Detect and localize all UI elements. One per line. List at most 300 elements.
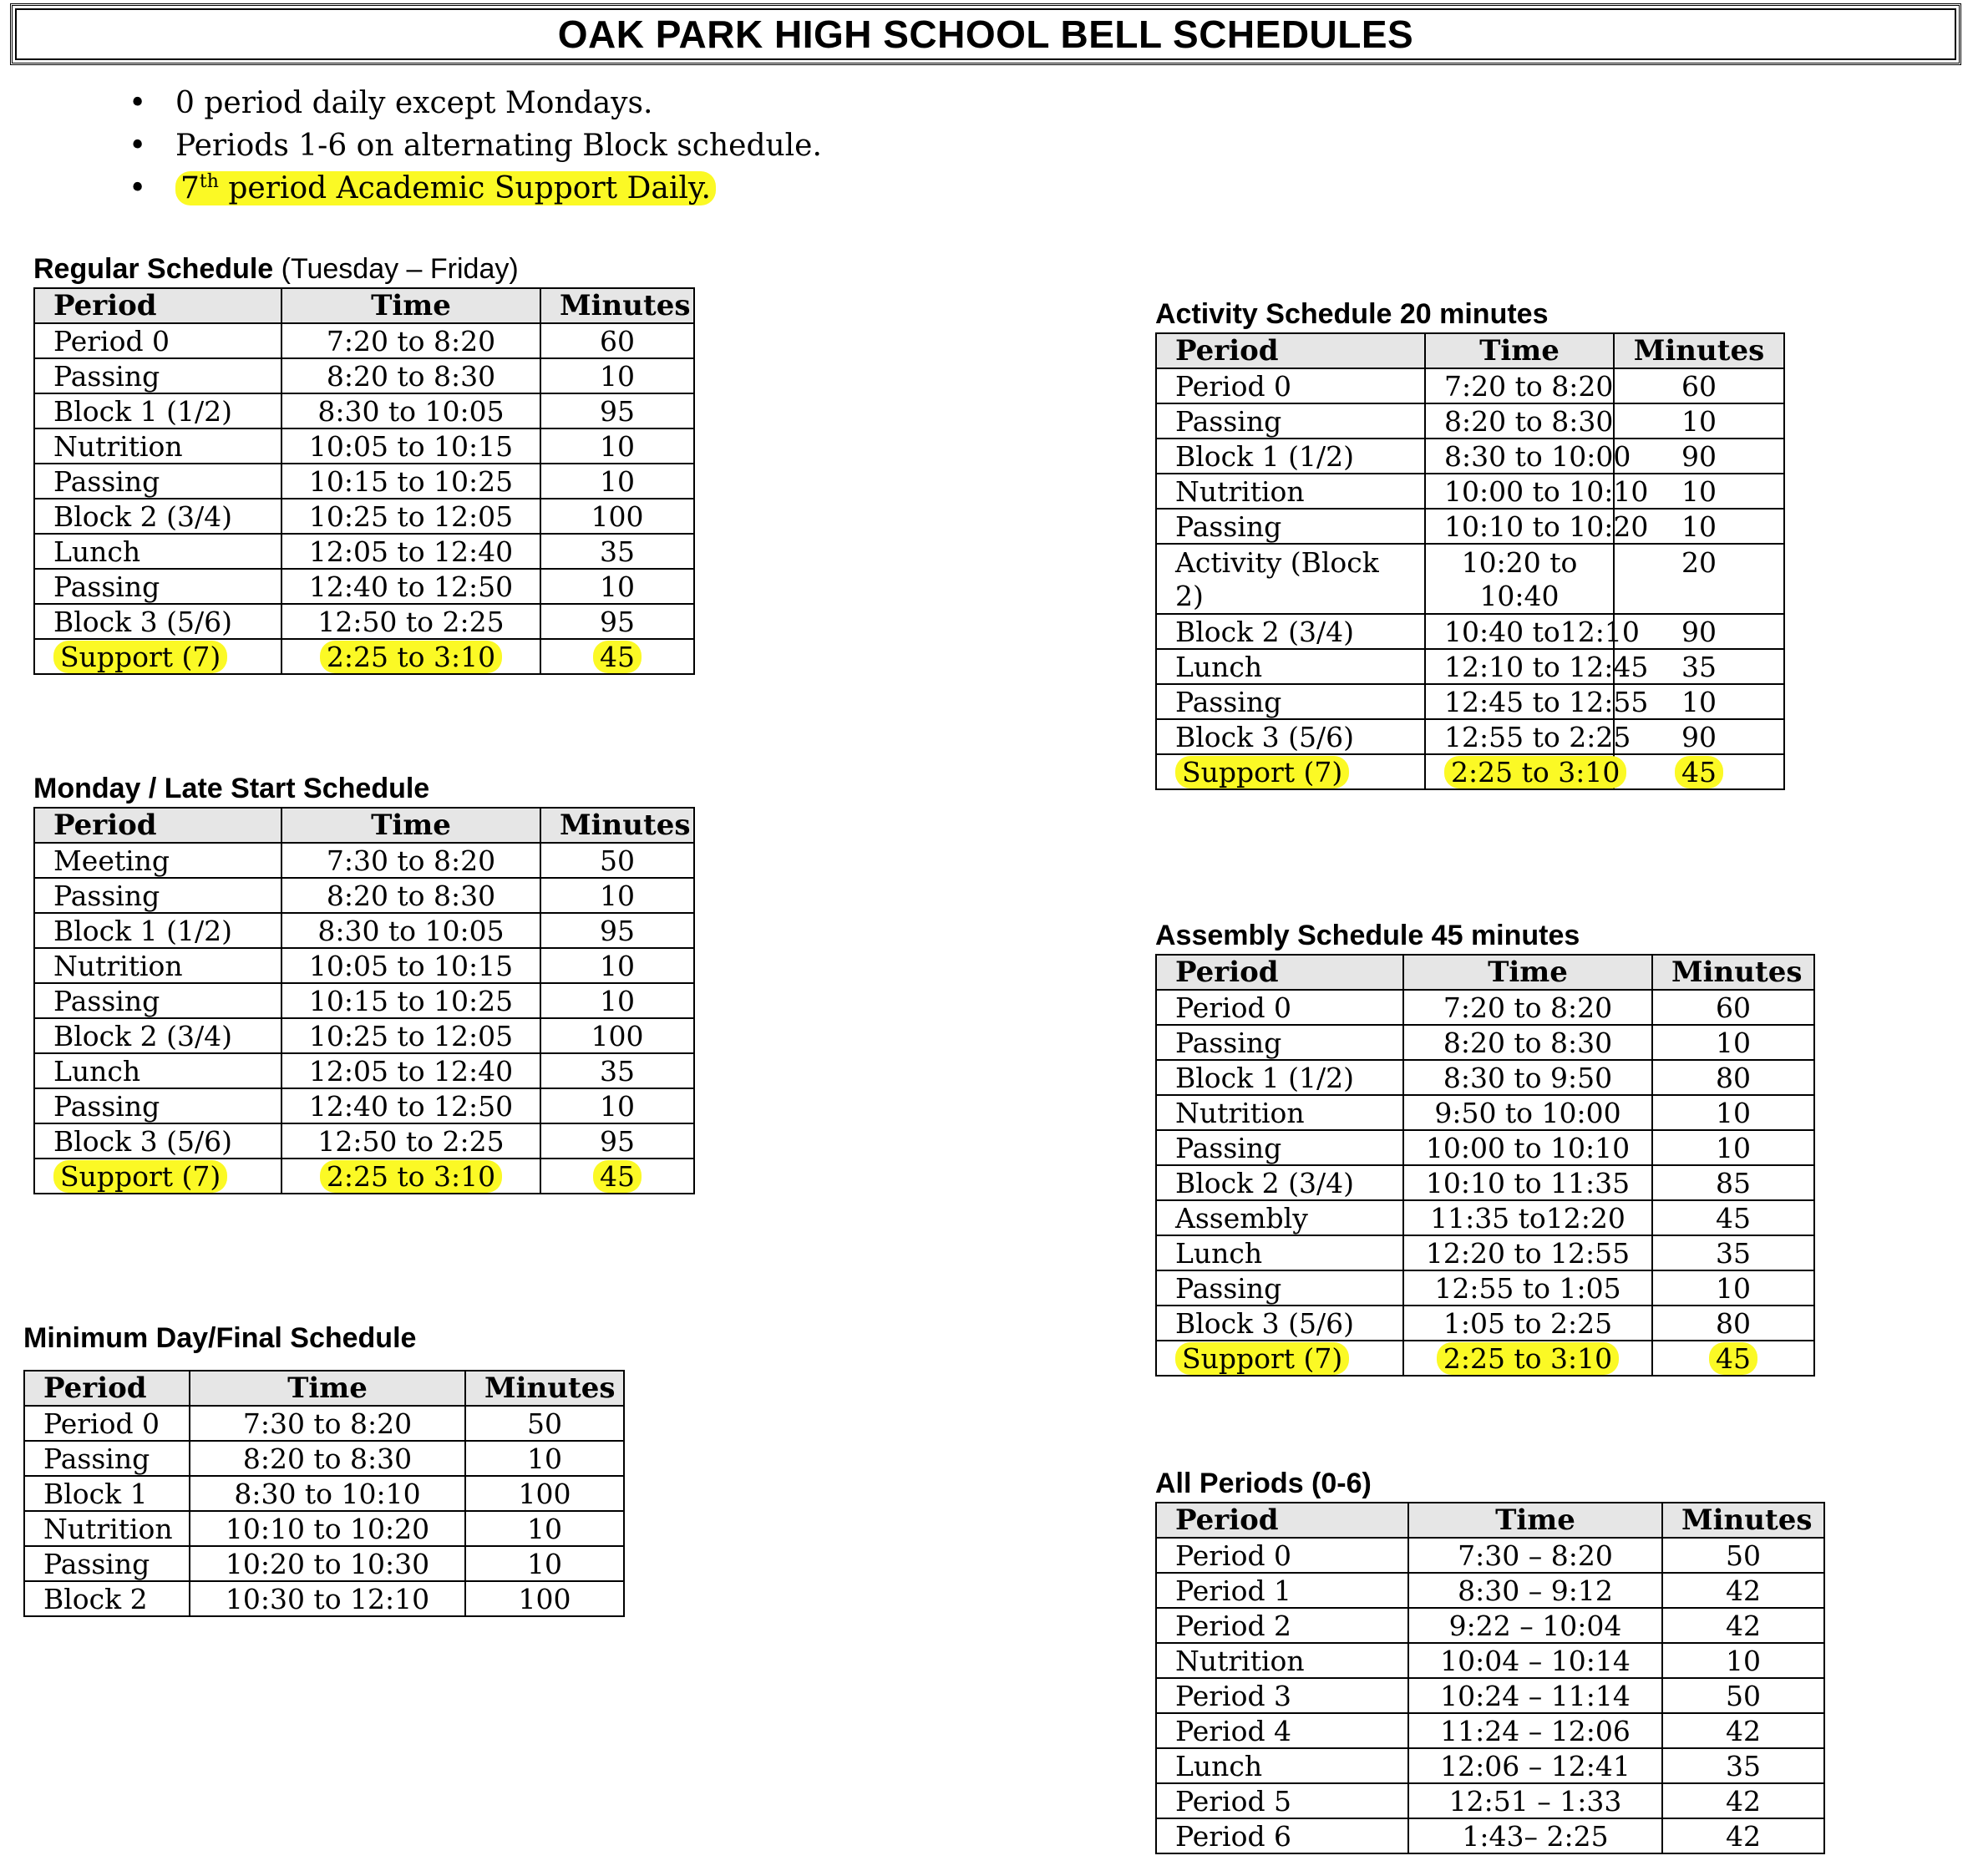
cell-period: Period 4: [1156, 1713, 1408, 1748]
cell-time: 9:22 – 10:04: [1408, 1608, 1662, 1643]
schedule-heading-bold: Regular Schedule: [33, 253, 274, 285]
table-row: [1156, 403, 1784, 439]
page-title-box: [10, 3, 1961, 65]
cell-minutes: 10: [1662, 1643, 1824, 1678]
cell-minutes: [540, 639, 694, 674]
cell-time: 7:30 to 8:20: [281, 843, 540, 878]
table-row: [1156, 1608, 1824, 1643]
table-row: [1156, 1060, 1814, 1095]
cell-time: 12:50 to 2:25: [281, 1123, 540, 1159]
cell-time: 10:10 to 10:20: [190, 1511, 465, 1546]
cell-minutes: 10: [540, 948, 694, 983]
cell-period: Block 1 (1/2): [1156, 439, 1425, 474]
cell-time: 1:05 to 2:25: [1403, 1306, 1652, 1341]
cell-period: Period 0: [1156, 990, 1403, 1025]
note-item: [125, 82, 822, 124]
column-header-minutes: Minutes: [540, 288, 694, 323]
cell-minutes: 85: [1652, 1165, 1814, 1200]
cell-time: 10:00 to 10:10: [1425, 474, 1614, 509]
minimum-day-schedule: [23, 1320, 625, 1617]
table-row: [34, 948, 694, 983]
column-header-period: Period: [1156, 955, 1403, 990]
cell-time: 10:05 to 10:15: [281, 428, 540, 464]
cell-minutes: 35: [1652, 1235, 1814, 1270]
note-superscript: th: [199, 171, 219, 192]
table-row: [34, 393, 694, 428]
cell-minutes: 50: [540, 843, 694, 878]
cell-minutes: 95: [540, 1123, 694, 1159]
cell-time: 9:50 to 10:00: [1403, 1095, 1652, 1130]
cell-period: Passing: [1156, 509, 1425, 544]
highlighted-value: 2:25 to 3:10: [1437, 1342, 1619, 1375]
cell-time: 12:05 to 12:40: [281, 534, 540, 569]
cell-time: 12:45 to 12:55: [1425, 684, 1614, 719]
cell-minutes: 35: [540, 1053, 694, 1088]
table-row: [34, 983, 694, 1018]
column-header-minutes: Minutes: [1652, 955, 1814, 990]
table-row: [1156, 1573, 1824, 1608]
cell-time: 7:20 to 8:20: [1425, 368, 1614, 403]
cell-minutes: 80: [1652, 1306, 1814, 1341]
cell-minutes: 45: [1652, 1200, 1814, 1235]
table-row: [34, 1018, 694, 1053]
cell-time: 7:20 to 8:20: [1403, 990, 1652, 1025]
schedule-heading: [1155, 1465, 1825, 1502]
table-row: [34, 358, 694, 393]
column-header-period: Period: [1156, 333, 1425, 368]
schedule-heading: [33, 251, 695, 287]
cell-time: 10:25 to 12:05: [281, 1018, 540, 1053]
cell-period: Assembly: [1156, 1200, 1403, 1235]
cell-time: 8:30 to 9:50: [1403, 1060, 1652, 1095]
table-row: [34, 843, 694, 878]
table-header-row: [24, 1371, 624, 1406]
column-header-minutes: Minutes: [540, 808, 694, 843]
cell-period: Lunch: [1156, 1748, 1408, 1783]
cell-period: Passing: [1156, 684, 1425, 719]
cell-minutes: 95: [540, 393, 694, 428]
table-row: [1156, 990, 1814, 1025]
cell-minutes: 35: [540, 534, 694, 569]
table-row: [1156, 1095, 1814, 1130]
schedule-heading: [33, 770, 695, 807]
table-row: [34, 569, 694, 604]
monday-schedule: [33, 770, 695, 1194]
table-row: [34, 913, 694, 948]
column-header-minutes: Minutes: [465, 1371, 624, 1406]
cell-period: Block 1 (1/2): [34, 393, 281, 428]
cell-time: 8:30 to 10:00: [1425, 439, 1614, 474]
cell-period: Passing: [24, 1546, 190, 1581]
table-row: [1156, 1538, 1824, 1573]
cell-time: 7:30 to 8:20: [190, 1406, 465, 1441]
cell-time: 12:50 to 2:25: [281, 604, 540, 639]
cell-time: 10:10 to 10:20: [1425, 509, 1614, 544]
column-header-period: Period: [24, 1371, 190, 1406]
cell-minutes: 90: [1614, 719, 1784, 754]
table-header-row: [34, 808, 694, 843]
table-row: [1156, 1748, 1824, 1783]
column-header-time: Time: [190, 1371, 465, 1406]
cell-time: 12:55 to 2:25: [1425, 719, 1614, 754]
column-header-time: Time: [1403, 955, 1652, 990]
cell-minutes: 10: [1652, 1025, 1814, 1060]
cell-period: Period 3: [1156, 1678, 1408, 1713]
cell-time: 11:35 to12:20: [1403, 1200, 1652, 1235]
cell-time: 8:30 to 10:05: [281, 913, 540, 948]
cell-minutes: 10: [1614, 684, 1784, 719]
table-header-row: [1156, 1503, 1824, 1538]
cell-time: 10:00 to 10:10: [1403, 1130, 1652, 1165]
cell-period: Period 0: [24, 1406, 190, 1441]
cell-time: [1403, 1341, 1652, 1376]
cell-period: Nutrition: [34, 948, 281, 983]
schedule-heading: [23, 1320, 625, 1356]
table-row: [1156, 439, 1784, 474]
cell-time: 7:20 to 8:20: [281, 323, 540, 358]
cell-period: [34, 639, 281, 674]
cell-minutes: 42: [1662, 1713, 1824, 1748]
cell-minutes: 100: [465, 1476, 624, 1511]
cell-minutes: 10: [1614, 403, 1784, 439]
table-header-row: [34, 288, 694, 323]
cell-period: Passing: [34, 358, 281, 393]
table-row: [24, 1581, 624, 1616]
cell-minutes: 10: [1652, 1095, 1814, 1130]
cell-period: Period 1: [1156, 1573, 1408, 1608]
schedule-heading-bold: Minimum Day/Final Schedule: [23, 1322, 417, 1354]
cell-time: 8:20 to 8:30: [281, 358, 540, 393]
cell-time: [281, 1159, 540, 1194]
cell-period: Nutrition: [24, 1511, 190, 1546]
cell-period: [1156, 1341, 1403, 1376]
table-row: [1156, 1165, 1814, 1200]
highlighted-value: 45: [593, 1160, 642, 1193]
cell-time: [281, 639, 540, 674]
column-header-time: Time: [281, 808, 540, 843]
cell-minutes: 100: [465, 1581, 624, 1616]
cell-period: Nutrition: [1156, 1643, 1408, 1678]
schedule-heading-bold: Monday / Late Start Schedule: [33, 773, 430, 804]
table-row: [34, 1053, 694, 1088]
cell-minutes: [1652, 1341, 1814, 1376]
cell-minutes: [1614, 754, 1784, 789]
cell-time: 8:30 to 10:10: [190, 1476, 465, 1511]
cell-minutes: 50: [1662, 1678, 1824, 1713]
cell-minutes: 90: [1614, 439, 1784, 474]
page-title: OAK PARK HIGH SCHOOL BELL SCHEDULES: [557, 13, 1414, 56]
note-highlight: [175, 171, 716, 205]
cell-period: Block 2 (3/4): [1156, 614, 1425, 649]
table-row: [1156, 474, 1784, 509]
cell-time: 10:05 to 10:15: [281, 948, 540, 983]
regular-schedule: [33, 251, 695, 675]
schedule-table: [1155, 332, 1785, 790]
column-header-minutes: Minutes: [1614, 333, 1784, 368]
cell-period: Meeting: [34, 843, 281, 878]
notes-list: [125, 82, 822, 210]
cell-minutes: 42: [1662, 1573, 1824, 1608]
cell-minutes: 60: [1652, 990, 1814, 1025]
cell-period: Nutrition: [34, 428, 281, 464]
cell-minutes: 10: [465, 1546, 624, 1581]
column-header-period: Period: [34, 288, 281, 323]
schedule-table: [33, 807, 695, 1194]
cell-period: Lunch: [1156, 1235, 1403, 1270]
cell-minutes: 42: [1662, 1608, 1824, 1643]
cell-period: Nutrition: [1156, 474, 1425, 509]
cell-minutes: 10: [540, 1088, 694, 1123]
table-row: [34, 534, 694, 569]
cell-time: 7:30 – 8:20: [1408, 1538, 1662, 1573]
table-row: [1156, 684, 1784, 719]
schedule-heading-rest: (Tuesday – Friday): [273, 253, 519, 285]
cell-period: Block 1 (1/2): [34, 913, 281, 948]
cell-period: Passing: [1156, 1025, 1403, 1060]
cell-time: 10:20 to 10:40: [1425, 544, 1614, 614]
highlighted-value: Support (7): [1175, 1342, 1349, 1375]
table-row: [1156, 1270, 1814, 1306]
cell-period: Block 3 (5/6): [1156, 719, 1425, 754]
table-row: [34, 1088, 694, 1123]
highlighted-value: Support (7): [53, 641, 227, 673]
cell-period: Passing: [34, 464, 281, 499]
table-row: [34, 464, 694, 499]
cell-period: Passing: [34, 569, 281, 604]
cell-minutes: 95: [540, 913, 694, 948]
cell-period: Period 0: [34, 323, 281, 358]
table-header-row: [1156, 955, 1814, 990]
cell-time: 8:30 to 10:05: [281, 393, 540, 428]
cell-time: 10:25 to 12:05: [281, 499, 540, 534]
table-row: [1156, 1130, 1814, 1165]
cell-period: [34, 1159, 281, 1194]
cell-period: Lunch: [1156, 649, 1425, 684]
cell-minutes: 10: [1652, 1270, 1814, 1306]
column-header-time: Time: [1408, 1503, 1662, 1538]
column-header-minutes: Minutes: [1662, 1503, 1824, 1538]
cell-time: 10:10 to 11:35: [1403, 1165, 1652, 1200]
note-text: period Academic Support Daily.: [218, 171, 711, 205]
cell-minutes: 20: [1614, 544, 1784, 614]
schedule-heading-bold: Activity Schedule 20 minutes: [1155, 298, 1549, 330]
highlighted-value: 45: [1709, 1342, 1757, 1375]
table-row: [1156, 544, 1784, 614]
cell-minutes: 42: [1662, 1818, 1824, 1853]
cell-time: 8:20 to 8:30: [190, 1441, 465, 1476]
cell-minutes: 42: [1662, 1783, 1824, 1818]
cell-period: Block 1 (1/2): [1156, 1060, 1403, 1095]
cell-period: Block 3 (5/6): [34, 1123, 281, 1159]
cell-minutes: 100: [540, 499, 694, 534]
note-text: Periods 1-6 on alternating Block schedule.: [175, 129, 822, 163]
cell-period: Lunch: [34, 534, 281, 569]
cell-period: Block 2: [24, 1581, 190, 1616]
table-row: [1156, 509, 1784, 544]
table-row: [1156, 1306, 1814, 1341]
note-prefix: 7: [180, 171, 200, 205]
cell-period: Passing: [24, 1441, 190, 1476]
table-row: [24, 1406, 624, 1441]
cell-minutes: 10: [1614, 474, 1784, 509]
table-row: [34, 499, 694, 534]
table-row: [34, 1159, 694, 1194]
cell-time: 10:20 to 10:30: [190, 1546, 465, 1581]
schedule-table: [1155, 1502, 1825, 1854]
schedule-heading: [1155, 296, 1785, 332]
table-row: [1156, 1025, 1814, 1060]
cell-minutes: 10: [540, 983, 694, 1018]
all-periods-schedule: [1155, 1465, 1825, 1854]
cell-period: Block 2 (3/4): [1156, 1165, 1403, 1200]
table-row: [1156, 1678, 1824, 1713]
cell-minutes: 60: [540, 323, 694, 358]
schedule-table: [23, 1370, 625, 1617]
cell-time: 10:40 to12:10: [1425, 614, 1614, 649]
cell-time: 12:10 to 12:45: [1425, 649, 1614, 684]
note-item: [125, 124, 822, 167]
table-row: [1156, 1713, 1824, 1748]
activity-schedule: [1155, 296, 1785, 790]
cell-minutes: 35: [1614, 649, 1784, 684]
cell-minutes: 80: [1652, 1060, 1814, 1095]
schedule-heading-bold: Assembly Schedule 45 minutes: [1155, 920, 1580, 951]
table-row: [1156, 614, 1784, 649]
cell-minutes: 100: [540, 1018, 694, 1053]
schedule-heading-bold: All Periods (0-6): [1155, 1468, 1372, 1499]
highlighted-value: 2:25 to 3:10: [1444, 756, 1626, 788]
cell-time: 12:06 – 12:41: [1408, 1748, 1662, 1783]
cell-minutes: 50: [1662, 1538, 1824, 1573]
cell-period: Block 2 (3/4): [34, 1018, 281, 1053]
cell-period: Period 2: [1156, 1608, 1408, 1643]
cell-time: 12:40 to 12:50: [281, 1088, 540, 1123]
cell-time: 8:30 – 9:12: [1408, 1573, 1662, 1608]
table-row: [34, 878, 694, 913]
cell-period: Period 6: [1156, 1818, 1408, 1853]
cell-time: 10:04 – 10:14: [1408, 1643, 1662, 1678]
cell-period: Period 0: [1156, 1538, 1408, 1573]
table-row: [1156, 368, 1784, 403]
cell-period: Passing: [1156, 1130, 1403, 1165]
cell-minutes: 10: [465, 1511, 624, 1546]
cell-period: Passing: [34, 983, 281, 1018]
cell-period: Period 5: [1156, 1783, 1408, 1818]
cell-minutes: 10: [465, 1441, 624, 1476]
cell-minutes: 10: [540, 878, 694, 913]
cell-period: Passing: [34, 878, 281, 913]
cell-period: Passing: [34, 1088, 281, 1123]
cell-time: 1:43– 2:25: [1408, 1818, 1662, 1853]
table-header-row: [1156, 333, 1784, 368]
cell-time: 8:20 to 8:30: [281, 878, 540, 913]
cell-minutes: 10: [540, 569, 694, 604]
highlighted-value: 2:25 to 3:10: [320, 1160, 502, 1193]
cell-period: Passing: [1156, 1270, 1403, 1306]
cell-period: Lunch: [34, 1053, 281, 1088]
cell-time: 10:15 to 10:25: [281, 983, 540, 1018]
column-header-time: Time: [1425, 333, 1614, 368]
cell-time: 10:30 to 12:10: [190, 1581, 465, 1616]
cell-period: Period 0: [1156, 368, 1425, 403]
note-item: [125, 167, 822, 210]
cell-minutes: 10: [1614, 509, 1784, 544]
cell-period: Block 2 (3/4): [34, 499, 281, 534]
cell-minutes: 10: [1652, 1130, 1814, 1165]
column-header-time: Time: [281, 288, 540, 323]
table-row: [34, 1123, 694, 1159]
table-row: [1156, 1818, 1824, 1853]
table-row: [1156, 1783, 1824, 1818]
cell-time: [1425, 754, 1620, 789]
column-header-period: Period: [34, 808, 281, 843]
table-row: [1156, 1341, 1814, 1376]
cell-period: Passing: [1156, 403, 1425, 439]
schedule-table: [1155, 954, 1815, 1377]
cell-period: Activity (Block 2): [1156, 544, 1425, 614]
cell-time: 12:55 to 1:05: [1403, 1270, 1652, 1306]
note-text: 0 period daily except Mondays.: [175, 86, 653, 120]
cell-period: Block 3 (5/6): [34, 604, 281, 639]
cell-time: 8:20 to 8:30: [1403, 1025, 1652, 1060]
highlighted-value: 45: [1675, 756, 1723, 788]
cell-minutes: 60: [1614, 368, 1784, 403]
cell-minutes: 10: [540, 428, 694, 464]
cell-time: 12:40 to 12:50: [281, 569, 540, 604]
cell-period: Nutrition: [1156, 1095, 1403, 1130]
table-row: [1156, 719, 1784, 754]
cell-time: 12:51 – 1:33: [1408, 1783, 1662, 1818]
highlighted-value: Support (7): [53, 1160, 227, 1193]
cell-time: 10:15 to 10:25: [281, 464, 540, 499]
cell-time: 12:05 to 12:40: [281, 1053, 540, 1088]
table-row: [1156, 1643, 1824, 1678]
table-row: [1156, 754, 1784, 789]
highlighted-value: 45: [593, 641, 642, 673]
schedule-heading: [1155, 917, 1815, 954]
table-row: [1156, 1235, 1814, 1270]
table-row: [24, 1441, 624, 1476]
cell-time: 11:24 – 12:06: [1408, 1713, 1662, 1748]
cell-time: 12:20 to 12:55: [1403, 1235, 1652, 1270]
cell-minutes: [540, 1159, 694, 1194]
table-row: [24, 1476, 624, 1511]
cell-period: Block 3 (5/6): [1156, 1306, 1403, 1341]
cell-period: Block 1: [24, 1476, 190, 1511]
cell-minutes: 95: [540, 604, 694, 639]
table-row: [34, 604, 694, 639]
table-row: [34, 639, 694, 674]
cell-minutes: 50: [465, 1406, 624, 1441]
highlighted-value: 2:25 to 3:10: [320, 641, 502, 673]
table-row: [34, 323, 694, 358]
table-row: [24, 1511, 624, 1546]
cell-minutes: 35: [1662, 1748, 1824, 1783]
cell-time: 8:20 to 8:30: [1425, 403, 1614, 439]
cell-minutes: 90: [1614, 614, 1784, 649]
cell-minutes: 10: [540, 464, 694, 499]
highlighted-value: Support (7): [1175, 756, 1349, 788]
column-header-period: Period: [1156, 1503, 1408, 1538]
table-row: [1156, 1200, 1814, 1235]
table-row: [34, 428, 694, 464]
table-row: [1156, 649, 1784, 684]
schedule-table: [33, 287, 695, 675]
table-row: [24, 1546, 624, 1581]
cell-time: 10:24 – 11:14: [1408, 1678, 1662, 1713]
assembly-schedule: [1155, 917, 1815, 1377]
cell-period: [1156, 754, 1425, 789]
